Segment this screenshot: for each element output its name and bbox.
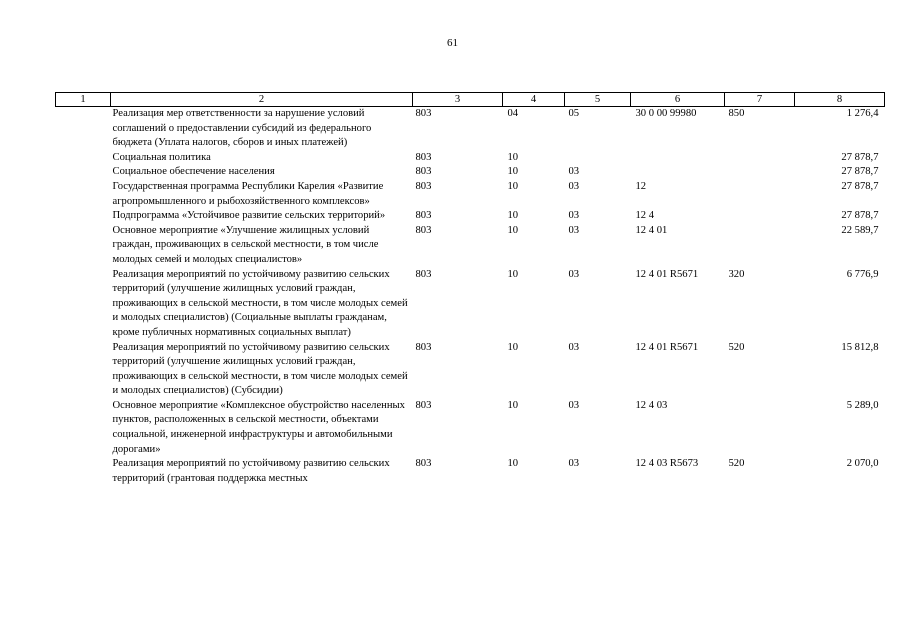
row-name: Социальная политика <box>112 151 211 163</box>
row-code-col7 <box>725 180 795 209</box>
row-name: Реализация мер ответственности за нарушение условий соглашений о предоставлении субсидий из федерального бюджета (Уплата налогов, сборов и иных платежей) <box>112 108 372 149</box>
row-number <box>56 107 111 151</box>
row-code-col5: 03 <box>568 210 580 222</box>
row-code-col7 <box>725 224 795 268</box>
row-code-col3: 803 <box>415 151 432 163</box>
table-header-row <box>56 93 885 107</box>
budget-table <box>55 92 885 486</box>
column-header-1: 1 <box>56 93 111 107</box>
row-number <box>56 268 111 341</box>
row-code-col4: 10 <box>507 151 519 163</box>
row-code-col6: 12 4 03 R5673 <box>635 458 699 470</box>
row-code-col7: 520 <box>728 458 745 470</box>
row-code-col6: 12 4 03 <box>635 399 668 411</box>
column-header-7: 7 <box>725 93 795 107</box>
row-name: Реализация мероприятий по устойчивому развитию сельских территорий (улучшение жилищных условий граждан, проживающих в сельской местности, в том числе молодых семей и молодых специалистов) (Субсидии) <box>112 341 408 397</box>
row-code-col3: 803 <box>415 210 432 222</box>
row-name: Подпрограмма «Устойчивое развитие сельских территорий» <box>112 210 386 222</box>
row-number <box>56 151 111 166</box>
column-header-6: 6 <box>631 93 725 107</box>
row-code-col4: 10 <box>507 268 519 280</box>
row-code-col7 <box>725 165 795 180</box>
row-code-col4: 10 <box>507 399 519 411</box>
row-code-col3: 803 <box>415 399 432 411</box>
table-row <box>56 107 885 151</box>
row-number <box>56 209 111 224</box>
row-code-col3: 803 <box>415 166 432 178</box>
table-row <box>56 341 885 399</box>
table-row <box>56 224 885 268</box>
row-name: Реализация мероприятий по устойчивому развитию сельских территорий (грантовая поддержка местных <box>112 458 390 484</box>
row-code-col3: 803 <box>415 108 432 119</box>
row-amount: 27 878,7 <box>841 166 879 178</box>
row-code-col5: 03 <box>568 224 580 236</box>
column-header-5: 5 <box>565 93 631 107</box>
row-code-col5: 03 <box>568 341 580 353</box>
row-number <box>56 180 111 209</box>
budget-table-container <box>55 92 884 486</box>
row-code-col6: 12 4 01 R5671 <box>635 341 699 353</box>
column-header-4: 4 <box>503 93 565 107</box>
row-amount: 2 070,0 <box>846 458 879 470</box>
row-code-col3: 803 <box>415 224 432 236</box>
row-code-col4: 10 <box>507 458 519 470</box>
row-code-col3: 803 <box>415 180 432 192</box>
row-amount: 27 878,7 <box>841 210 879 222</box>
table-row <box>56 457 885 486</box>
column-header-8: 8 <box>795 93 885 107</box>
row-code-col6: 12 <box>635 180 647 192</box>
row-code-col5: 05 <box>568 108 580 119</box>
row-number <box>56 224 111 268</box>
row-name: Государственная программа Республики Карелия «Развитие агропромышленного и рыбохозяйственного комплексов» <box>112 180 384 207</box>
row-code-col6: 12 4 01 <box>635 224 668 236</box>
row-amount: 5 289,0 <box>846 399 879 411</box>
row-code-col6: 12 4 <box>635 210 655 222</box>
row-code-col7: 520 <box>728 341 745 353</box>
row-code-col5: 03 <box>568 268 580 280</box>
page-number: 61 <box>447 37 458 49</box>
row-code-col6: 12 4 01 R5671 <box>635 268 699 280</box>
row-amount: 22 589,7 <box>841 224 879 236</box>
table-row <box>56 165 885 180</box>
column-header-2: 2 <box>111 93 413 107</box>
table-row <box>56 399 885 457</box>
row-code-col7 <box>725 399 795 457</box>
row-name: Реализация мероприятий по устойчивому развитию сельских территорий (улучшение жилищных условий граждан, проживающих в сельской местности, в том числе молодых семей и молодых специалистов) (Социальные выплаты гражданам, кроме публичных нормативных социальных выплат) <box>112 268 408 338</box>
row-code-col4: 10 <box>507 224 519 236</box>
row-number <box>56 165 111 180</box>
row-code-col3: 803 <box>415 341 432 353</box>
row-code-col7: 320 <box>728 268 745 280</box>
row-code-col4: 04 <box>507 108 519 119</box>
row-code-col3: 803 <box>415 458 432 470</box>
row-name: Основное мероприятие «Комплексное обустройство населенных пунктов, расположенных в сельской местности, объектами социальной, инженерной инфраструктуры и автомобильными дорогами» <box>112 399 405 455</box>
row-code-col7: 850 <box>728 108 745 119</box>
row-code-col3: 803 <box>415 268 432 280</box>
row-number <box>56 457 111 486</box>
row-code-col6: 30 0 00 99980 <box>635 108 697 119</box>
row-code-col7 <box>725 209 795 224</box>
row-code-col4: 10 <box>507 341 519 353</box>
row-code-col5 <box>565 151 631 166</box>
row-code-col4: 10 <box>507 210 519 222</box>
row-code-col5: 03 <box>568 458 580 470</box>
row-code-col7 <box>725 151 795 166</box>
row-amount: 15 812,8 <box>841 341 879 353</box>
row-code-col6 <box>631 151 725 166</box>
column-header-3: 3 <box>413 93 503 107</box>
row-code-col6 <box>631 165 725 180</box>
row-amount: 6 776,9 <box>846 268 879 280</box>
row-number <box>56 399 111 457</box>
table-row <box>56 209 885 224</box>
row-amount: 27 878,7 <box>841 180 879 192</box>
table-row <box>56 268 885 341</box>
table-row <box>56 151 885 166</box>
table-row <box>56 180 885 209</box>
row-amount: 27 878,7 <box>841 151 879 163</box>
row-code-col4: 10 <box>507 166 519 178</box>
row-code-col5: 03 <box>568 180 580 192</box>
row-amount: 1 276,4 <box>846 108 879 119</box>
row-name: Основное мероприятие «Улучшение жилищных условий граждан, проживающих в сельской местности, в том числе молодых семей и молодых специалистов» <box>112 224 379 265</box>
row-number <box>56 341 111 399</box>
row-name: Социальное обеспечение населения <box>112 166 275 178</box>
row-code-col4: 10 <box>507 180 519 192</box>
row-code-col5: 03 <box>568 166 580 178</box>
row-code-col5: 03 <box>568 399 580 411</box>
